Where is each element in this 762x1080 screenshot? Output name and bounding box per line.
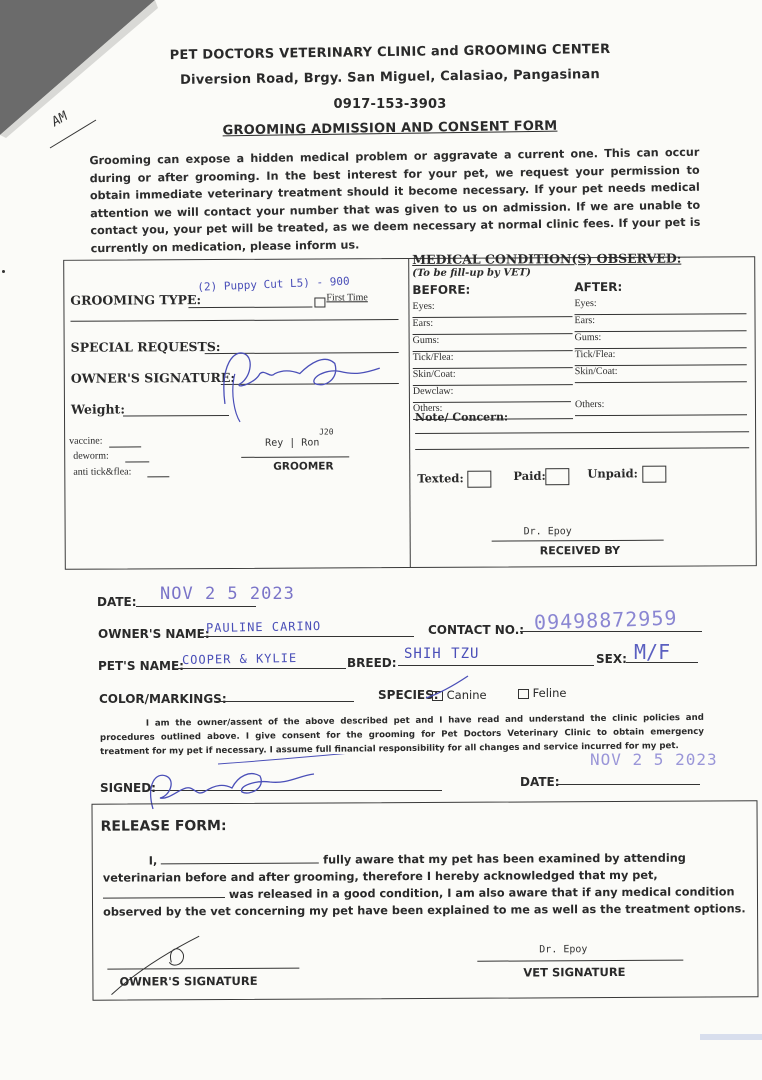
medical-condition-subtitle: (To be fill-up by VET) [412, 267, 531, 279]
date-line [136, 606, 256, 607]
release-i-label: I, [148, 854, 158, 868]
owner-name-line [204, 636, 414, 637]
after-field-ears[interactable]: Ears: [574, 314, 746, 332]
texted-checkbox[interactable] [468, 471, 492, 488]
sex-value[interactable]: M/F [634, 640, 671, 664]
date-stamp[interactable]: NOV 2 5 2023 [160, 584, 295, 604]
anti-tick-line [147, 476, 169, 477]
release-paragraph [103, 849, 751, 920]
grooming-type-label: GROOMING TYPE: [70, 292, 202, 308]
consent-date-stamp: NOV 2 5 2023 [590, 750, 718, 769]
received-by-label: RECEIVED BY [539, 543, 621, 558]
before-field-others[interactable]: Others: [413, 402, 573, 420]
date-label: DATE: [97, 595, 137, 609]
grooming-type-value[interactable]: (2) Puppy Cut L5) - 900 [197, 274, 350, 294]
paid-label: Paid: [513, 468, 570, 485]
canine-check-mark [424, 674, 474, 702]
scan-edge-mark [700, 1034, 762, 1040]
received-signature: Dr. Epoy [523, 526, 572, 538]
medical-condition-title: MEDICAL CONDITION(S) OBSERVED: [412, 250, 682, 267]
form-title: GROOMING ADMISSION AND CONSENT FORM [222, 118, 558, 139]
release-owner-name-line[interactable] [161, 863, 319, 865]
vet-signature-label: VET SIGNATURE [523, 964, 626, 980]
consent-date-label: DATE: [520, 775, 560, 789]
first-time-label: First Time [326, 292, 368, 304]
release-text-1: fully aware that my pet has been examined by attending veterinarian before and after grooming, therefore I hereby acknowledged that my pet, [102, 851, 686, 885]
received-line [492, 540, 664, 542]
release-owner-signature-label: OWNER'S SIGNATURE [119, 973, 258, 989]
owner-name-value[interactable]: PAULINE CARINO [205, 618, 322, 636]
before-fields [412, 300, 573, 420]
intro-paragraph: Grooming can expose a hidden medical problem or aggravate a current one. This can occur during or after grooming. In the best interest for your pet, we request your permission to obtain immediate veterinary treatment should it become necessary. If your pet needs medical attention we will contact your number that was given to us on admission. If we are unable to contact you, your pet will be treated, as we deem necessary at normal clinic fees. If your pet is currently on medication, please inform us. [89, 145, 701, 255]
after-field-gums[interactable]: Gums: [575, 331, 747, 349]
sex-label: SEX: [596, 652, 627, 666]
release-owner-signature-scribble[interactable] [103, 934, 223, 1000]
note-concern-label: Note/ Concern: [414, 410, 509, 424]
before-field-tick-flea[interactable]: Tick/Flea: [413, 351, 573, 369]
groomer-name: Rey | Ron [265, 437, 320, 449]
feline-option[interactable] [518, 686, 566, 700]
feline-checkbox[interactable] [518, 689, 529, 699]
panel-divider [408, 259, 411, 567]
owner-name-label: OWNER'S NAME: [98, 627, 210, 641]
after-field-tick-flea[interactable]: Tick/Flea: [575, 348, 747, 366]
feline-label: Feline [532, 686, 567, 700]
after-field-skin-coat[interactable]: Skin/Coat: [575, 365, 747, 383]
consent-text: I am the owner/assent of the above described pet and I have read and understand the clinic policies and procedures outlined above. I give consent for the grooming for Pet Doctors Veterinary Clinic to obtain emergency treatment for my pet if necessary. I assume full financial responsibility for all changes and service incurred for my pet. [99, 712, 705, 758]
unpaid-checkbox[interactable] [642, 466, 666, 483]
texted-label: Texted: [417, 471, 491, 488]
contact-value[interactable]: 09498872959 [533, 605, 678, 635]
signed-label: SIGNED: [100, 781, 156, 795]
groomer-line [241, 456, 349, 458]
corner-handwritten-note: AM [49, 109, 71, 130]
weight-label: Weight: [70, 401, 125, 417]
weight-line [123, 415, 229, 417]
before-label: BEFORE: [412, 282, 471, 297]
color-markings-line [216, 701, 354, 702]
first-time-checkbox[interactable] [314, 291, 325, 310]
note-line-1 [415, 431, 749, 434]
before-field-dewclaw[interactable]: Dewclaw: [413, 385, 571, 403]
admission-box [63, 250, 757, 570]
consent-date-line [556, 784, 700, 785]
breed-line [398, 665, 594, 666]
release-form-title: RELEASE FORM: [100, 818, 227, 835]
after-label: AFTER: [574, 279, 623, 295]
groomer-label: GROOMER [273, 460, 334, 473]
deworm-line [125, 461, 149, 462]
vaccine-line [109, 446, 141, 447]
grooming-type-line [188, 307, 312, 309]
before-field-ears[interactable]: Ears: [413, 317, 573, 335]
pet-name-value[interactable]: COOPER & KYLIE [181, 650, 298, 668]
scan-speck [2, 270, 5, 273]
vet-signature-line [477, 960, 683, 962]
color-markings-label: COLOR/MARKINGS: [99, 692, 227, 706]
paid-checkbox[interactable] [546, 468, 570, 485]
after-field-others[interactable]: Others: [575, 398, 747, 416]
pet-name-label: PET'S NAME: [98, 659, 184, 673]
special-requests-label: SPECIAL REQUESTS: [70, 338, 221, 355]
before-field-gums[interactable]: Gums: [413, 334, 573, 352]
release-pet-name-line[interactable] [103, 897, 225, 899]
pet-name-line [178, 668, 346, 669]
clinic-address: Diversion Road, Brgy. San Miguel, Calasiao, Pangasinan [180, 67, 600, 88]
release-text-2: was released in a good condition, I am also aware that if any medical condition observed by the vet concerning my pet have been explained to me as well as the treatment options. [103, 885, 746, 919]
before-field-skin-coat[interactable]: Skin/Coat: [413, 368, 573, 386]
breed-label: BREED: [347, 656, 397, 670]
species-label: SPECIES: [378, 688, 439, 702]
breed-value[interactable]: SHIH TZU [404, 646, 480, 662]
after-field-eyes[interactable]: Eyes: [574, 297, 746, 315]
clinic-phone: 0917-153-3903 [333, 97, 447, 112]
grooming-type-line-2 [71, 319, 399, 322]
owner-signature-scribble[interactable] [215, 343, 405, 424]
canine-label: Canine [446, 688, 487, 702]
owner-signature-label: OWNER'S SIGNATURE: [70, 369, 236, 386]
after-fields [574, 297, 747, 416]
clinic-name: PET DOCTORS VETERINARY CLINIC and GROOMING CENTER [169, 41, 611, 64]
anti-tick-label: anti tick&flea: [73, 466, 132, 478]
unpaid-label: Unpaid: [587, 466, 666, 483]
release-form-box [91, 800, 758, 1000]
before-field-eyes[interactable]: Eyes: [412, 300, 572, 318]
vet-signature-value: Dr. Epoy [539, 944, 588, 956]
deworm-label: deworm: [73, 450, 109, 462]
contact-label: CONTACT NO.: [428, 623, 525, 637]
groomer-note: J20 [319, 427, 334, 437]
vaccine-label: vaccine: [69, 435, 103, 447]
note-line-2 [415, 447, 749, 450]
